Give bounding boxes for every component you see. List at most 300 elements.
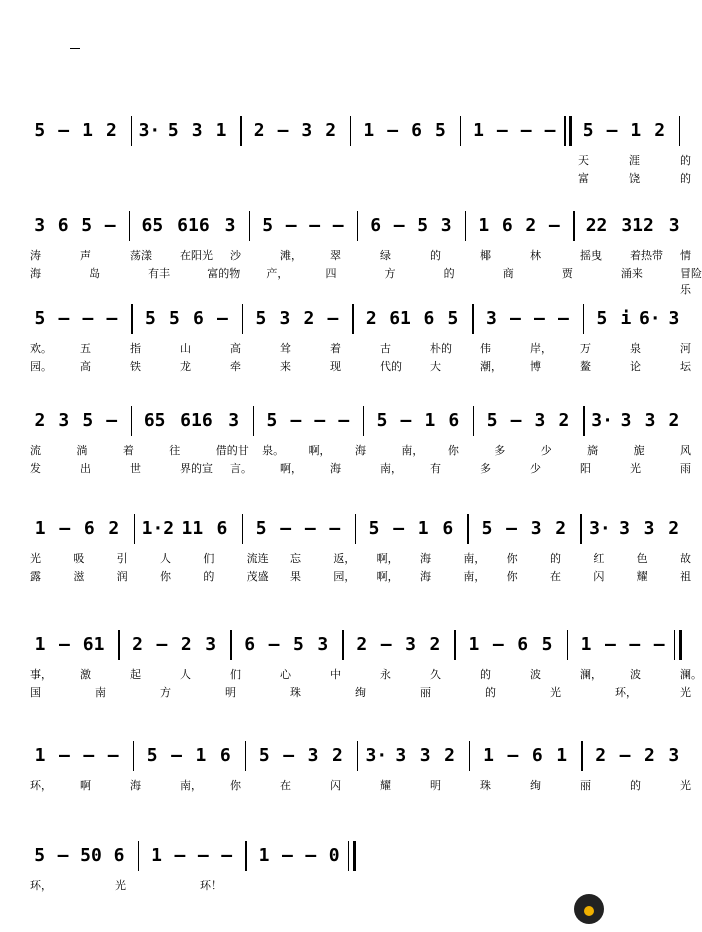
note: 3· (365, 745, 388, 766)
note: 3 (301, 120, 313, 141)
note: 2 (558, 410, 570, 431)
note: 5 (541, 634, 553, 655)
note: – (217, 308, 228, 329)
lyric-syllable: 耀 (380, 779, 391, 792)
note: 5 (168, 308, 180, 329)
lyric-syllable: 海 (330, 462, 341, 475)
barline (363, 406, 364, 436)
note: – (277, 120, 289, 141)
note: – (83, 745, 95, 766)
note: 312 (621, 215, 654, 236)
lyric-syllable: 林 (530, 249, 541, 262)
lyric-syllable: 声 (80, 249, 91, 262)
lyric-syllable: 南， (380, 462, 402, 475)
lyric-syllable: 明 (430, 779, 441, 792)
note: 3· (138, 120, 161, 141)
note: 1 (473, 120, 484, 141)
barline (679, 116, 680, 146)
lyric-syllable: 坛 (680, 360, 691, 373)
note: 5 (262, 215, 274, 236)
note: – (548, 215, 560, 236)
lyric-syllable: 高 (230, 342, 241, 355)
note: 1 (195, 745, 207, 766)
note: 6 (83, 518, 95, 539)
lyric-syllable: 大 (430, 360, 441, 373)
lyric-syllable: 沙 (230, 249, 241, 262)
note: – (285, 215, 297, 236)
lyric-syllable: 高 (80, 360, 91, 373)
lyric-syllable: 南， (180, 779, 202, 792)
note: 1 (34, 634, 46, 655)
note: – (507, 745, 519, 766)
lyric-syllable: 澜， (580, 668, 602, 681)
lyric-syllable: 旎 (633, 444, 645, 457)
lyric-syllable: 界的宣 (180, 462, 213, 475)
note: – (558, 308, 569, 329)
lyric-syllable: 欢。 (30, 342, 52, 355)
note: 6· (638, 308, 661, 329)
lyric-syllable: 椰 (480, 249, 491, 262)
note: 5 (144, 308, 156, 329)
note: 6 (423, 308, 435, 329)
lyric-syllable: 方 (384, 267, 396, 280)
barline (469, 741, 470, 771)
note: – (57, 845, 69, 866)
lyric-syllable: 富的物 (207, 267, 241, 280)
note: 1 (580, 634, 592, 655)
lyric-syllable: 耸 (280, 342, 291, 355)
note: – (283, 745, 295, 766)
lyric-syllable: 流连 (246, 552, 269, 565)
note: – (106, 410, 118, 431)
note: 5 (293, 634, 304, 655)
lyric-syllable: 饶 (629, 172, 640, 185)
note: 2 (555, 518, 567, 539)
note: 0 (328, 845, 340, 866)
note: 3 (534, 410, 546, 431)
lyric-syllable: 们 (230, 668, 241, 681)
note: – (106, 308, 118, 329)
barline (674, 630, 675, 660)
note: 3 (668, 215, 680, 236)
repeat-barline (569, 116, 572, 146)
barline (242, 304, 243, 334)
lyric-syllable: 果 (290, 570, 301, 583)
lyric-syllable: 少 (530, 462, 541, 475)
lyric-syllable: 着 (122, 444, 134, 457)
lyric-syllable: 的 (630, 779, 641, 792)
note: – (520, 120, 532, 141)
note: 5 (34, 120, 46, 141)
lyric-syllable: 冒险乐 (680, 267, 702, 296)
lyric-syllable: 泉。 (262, 444, 285, 457)
note: 6 (501, 215, 513, 236)
note: – (653, 634, 665, 655)
barline (580, 514, 581, 544)
lyric-syllable: 返， (333, 552, 356, 565)
note: 3 (228, 410, 240, 431)
lyric-syllable: 朴的 (430, 342, 452, 355)
note: 2 (525, 215, 537, 236)
note: – (400, 410, 412, 431)
note: 6 (531, 745, 543, 766)
barline (342, 630, 343, 660)
lyric-syllable: 世 (130, 462, 141, 475)
barline (473, 406, 474, 436)
note: 1 (215, 120, 227, 141)
lyric-syllable: 耀 (636, 570, 648, 583)
note: 1 (556, 745, 568, 766)
lyric-syllable: 岛 (89, 267, 101, 280)
note: – (393, 215, 405, 236)
note: 3 (205, 634, 217, 655)
lyric-syllable: 海 (130, 779, 141, 792)
note: – (268, 634, 280, 655)
note: 5 (596, 308, 608, 329)
lyric-syllable: 泉 (630, 342, 641, 355)
barline (129, 211, 130, 241)
lyric-syllable: 光 (680, 779, 691, 792)
note: 5 (82, 410, 94, 431)
note: 1 (82, 120, 93, 141)
lyric-syllable: 你 (230, 779, 241, 792)
lyric-syllable: 露 (30, 570, 41, 583)
lyric-syllable: 往 (169, 444, 181, 457)
note: – (221, 845, 233, 866)
barline (472, 304, 473, 334)
lyric-syllable: 在 (550, 570, 561, 583)
lyric-syllable: 们 (203, 552, 215, 565)
barline (131, 304, 132, 334)
lyric-syllable: 的 (680, 154, 691, 167)
barline (134, 514, 135, 544)
lyric-syllable: 祖 (680, 570, 691, 583)
note: 3 (58, 410, 70, 431)
lyric-syllable: 光 (115, 879, 126, 892)
lyric-syllable: 阳 (580, 462, 591, 475)
lyric-syllable: 旖 (587, 444, 599, 457)
note: i (620, 308, 632, 329)
note: 3 (34, 215, 46, 236)
note: 6 (370, 215, 382, 236)
barline (131, 406, 132, 436)
lyric-syllable: 有 (430, 462, 441, 475)
lyric-syllable: 环， (615, 686, 637, 699)
note: 2 (595, 745, 607, 766)
note: – (107, 745, 119, 766)
lyric-syllable: 环， (30, 879, 52, 892)
note: – (619, 745, 631, 766)
note: 65 (143, 410, 166, 431)
lyric-syllable: 人 (180, 668, 191, 681)
lyric-syllable: 海 (355, 444, 366, 457)
note: 3 (405, 634, 416, 655)
note: 5 (81, 215, 93, 236)
barline (357, 211, 358, 241)
barline (467, 514, 468, 544)
barline (573, 211, 574, 241)
lyric-syllable: 中 (330, 668, 341, 681)
note: 2 (668, 518, 680, 539)
lyric-syllable: 产， (266, 267, 289, 280)
note: 5 (417, 215, 429, 236)
barline (230, 630, 231, 660)
lyric-syllable: 涛 (30, 249, 41, 262)
note: – (197, 845, 209, 866)
note: 1 (478, 215, 490, 236)
lyric-syllable: 在 (280, 779, 291, 792)
lyric-syllable: 园， (333, 570, 356, 583)
lyric-syllable: 闪 (330, 779, 341, 792)
note: – (544, 120, 556, 141)
lyric-syllable: 着 (330, 342, 341, 355)
lyric-syllable: 少 (540, 444, 552, 457)
note: 5 (368, 518, 380, 539)
note: 6 (57, 215, 69, 236)
lyric-syllable: 涯 (629, 154, 640, 167)
lyric-syllable: 茂盛 (246, 570, 269, 583)
repeat-barline (679, 630, 682, 660)
note: 1 (258, 845, 270, 866)
lyric-syllable: 言。 (230, 462, 252, 475)
barline (564, 116, 565, 146)
lyric-syllable: 富 (578, 172, 589, 185)
lyric-syllable: 借的甘 (215, 444, 249, 457)
lyric-syllable: 绚 (530, 779, 541, 792)
lyric-syllable: 龙 (180, 360, 191, 373)
lyric-syllable: 伟 (480, 342, 491, 355)
note: 1·2 (141, 518, 175, 539)
lyric-syllable: 天 (578, 154, 589, 167)
lyric-syllable: 珠 (290, 686, 301, 699)
note: – (606, 120, 618, 141)
note: – (393, 518, 405, 539)
lyric-syllable: 光 (680, 686, 691, 699)
note: 2 (643, 745, 655, 766)
lyric-syllable: 光 (550, 686, 561, 699)
lyric-syllable: 山 (180, 342, 191, 355)
lyric-syllable: 波 (530, 668, 541, 681)
lyric-syllable: 鳌 (580, 360, 591, 373)
note: 5 (255, 518, 267, 539)
note: 11 (181, 518, 204, 539)
lyric-syllable: 商 (502, 267, 514, 280)
note: 50 (80, 845, 102, 866)
lyric-syllable: 波 (630, 668, 641, 681)
barline (249, 211, 250, 241)
note: – (534, 308, 545, 329)
lyric-syllable: 绚 (355, 686, 366, 699)
note: 22 (585, 215, 608, 236)
barline (460, 116, 461, 146)
logo-disc-icon (574, 894, 604, 924)
note: 6 (216, 518, 228, 539)
lyric-syllable: 永 (380, 668, 391, 681)
note: 3 (279, 308, 291, 329)
note: – (329, 518, 341, 539)
note: 3 (620, 410, 632, 431)
lyric-syllable: 忘 (290, 552, 301, 565)
lyric-syllable: 风 (680, 444, 691, 457)
lyric-syllable: 摇曳 (580, 249, 602, 262)
lyric-syllable: 南， (401, 444, 424, 457)
barline (567, 630, 568, 660)
note: 61 (389, 308, 411, 329)
lyric-syllable: 园。 (30, 360, 52, 373)
lyric-syllable: 你 (447, 444, 459, 457)
note: – (496, 120, 508, 141)
note: 1 (630, 120, 642, 141)
barline (348, 841, 349, 871)
lyric-syllable: 河 (680, 342, 691, 355)
note: – (629, 634, 641, 655)
note: 65 (141, 215, 164, 236)
note: 3 (644, 410, 656, 431)
lyric-syllable: 论 (630, 360, 641, 373)
note: 5 (582, 120, 594, 141)
note: – (492, 634, 504, 655)
note: 6 (448, 410, 460, 431)
note: 5 (34, 308, 46, 329)
lyric-syllable: 啊， (376, 552, 399, 565)
logo (574, 892, 694, 928)
note: – (59, 518, 71, 539)
lyric-syllable: 啊， (308, 444, 331, 457)
barline (240, 116, 241, 146)
lyric-syllable: 色 (636, 552, 648, 565)
lyric-syllable: 出 (80, 462, 91, 475)
barline (357, 741, 358, 771)
note: – (59, 745, 70, 766)
note: 6 (442, 518, 454, 539)
note: 2 (365, 308, 377, 329)
note: – (82, 308, 94, 329)
lyric-syllable: 珠 (480, 779, 491, 792)
lyric-syllable: 明 (225, 686, 236, 699)
lyric-syllable: 绿 (380, 249, 391, 262)
note: 2 (132, 634, 143, 655)
lyric-syllable: 多 (480, 462, 491, 475)
note: 5 (481, 518, 493, 539)
lyric-syllable: 来 (280, 360, 291, 373)
note: 5 (34, 845, 46, 866)
barline (352, 304, 353, 334)
lyric-syllable: 翠 (330, 249, 341, 262)
note: – (290, 410, 302, 431)
note: – (305, 845, 317, 866)
repeat-barline (353, 841, 356, 871)
note: 6 (193, 308, 204, 329)
lyric-syllable: 雨 (680, 462, 691, 475)
note: 1 (424, 410, 436, 431)
note: – (309, 215, 321, 236)
lyric-syllable: 古 (380, 342, 391, 355)
note: 2 (105, 120, 117, 141)
lyric-syllable: 事， (30, 668, 52, 681)
lyric-syllable: 红 (593, 552, 605, 565)
note: 2 (429, 634, 441, 655)
barline (245, 741, 246, 771)
barline (454, 630, 455, 660)
note: – (280, 518, 292, 539)
lyric-syllable: 有丰 (148, 267, 171, 280)
note: 2 (180, 634, 192, 655)
lyric-syllable: 激 (80, 668, 91, 681)
lyric-syllable: 万 (580, 342, 591, 355)
lyric-syllable: 你 (160, 570, 171, 583)
note: 3 (668, 745, 680, 766)
note: 5 (255, 308, 267, 329)
lyric-syllable: 久 (430, 668, 441, 681)
lyric-syllable: 潮， (480, 360, 502, 373)
note: 1 (417, 518, 429, 539)
note: – (104, 215, 116, 236)
note: 3 (307, 745, 319, 766)
note: – (171, 745, 182, 766)
note: 1 (483, 745, 494, 766)
note: 2 (668, 410, 680, 431)
note: 3· (591, 410, 613, 431)
note: 2 (108, 518, 120, 539)
note: 5 (434, 120, 446, 141)
note: – (332, 215, 344, 236)
note: 2 (34, 410, 46, 431)
lyric-syllable: 代的 (380, 360, 402, 373)
note: 2 (325, 120, 337, 141)
lyric-syllable: 国 (30, 686, 41, 699)
lyric-syllable: 的 (550, 552, 561, 565)
note: 1 (34, 518, 46, 539)
lyric-syllable: 故 (680, 552, 691, 565)
note: 6 (113, 845, 125, 866)
lyric-syllable: 人 (160, 552, 171, 565)
note: 3· (589, 518, 611, 539)
note: – (380, 634, 392, 655)
note: – (156, 634, 168, 655)
note: 6 (411, 120, 422, 141)
lyric-syllable: 南 (95, 686, 106, 699)
note: 3 (419, 745, 431, 766)
lyric-syllable: 指 (130, 342, 141, 355)
note: 1 (34, 745, 46, 766)
note: – (174, 845, 186, 866)
lyric-syllable: 牵 (230, 360, 241, 373)
lyric-syllable: 滋 (73, 570, 85, 583)
lyric-syllable: 五 (80, 342, 91, 355)
lyric-syllable: 南， (463, 570, 486, 583)
lyric-syllable: 铁 (130, 360, 141, 373)
lyric-syllable: 环！ (200, 879, 222, 892)
lyric-syllable: 的 (443, 267, 455, 280)
lyric-syllable: 的 (680, 172, 691, 185)
lyric-syllable: 着热带 (630, 249, 663, 262)
lyric-syllable: 起 (130, 668, 141, 681)
note: 1 (468, 634, 480, 655)
lyric-syllable: 丽 (580, 779, 591, 792)
lyric-syllable: 涌来 (620, 267, 643, 280)
lyric-syllable: 滩， (280, 249, 302, 262)
note: – (58, 308, 70, 329)
note: 2 (444, 745, 455, 766)
lyric-syllable: 光 (630, 462, 641, 475)
note: 1 (151, 845, 162, 866)
lyric-syllable: 海 (420, 570, 431, 583)
barline (133, 741, 134, 771)
lyric-syllable: 博 (530, 360, 541, 373)
lyric-syllable: 淌 (76, 444, 88, 457)
note: 6 (244, 634, 256, 655)
lyric-syllable: 方 (160, 686, 171, 699)
